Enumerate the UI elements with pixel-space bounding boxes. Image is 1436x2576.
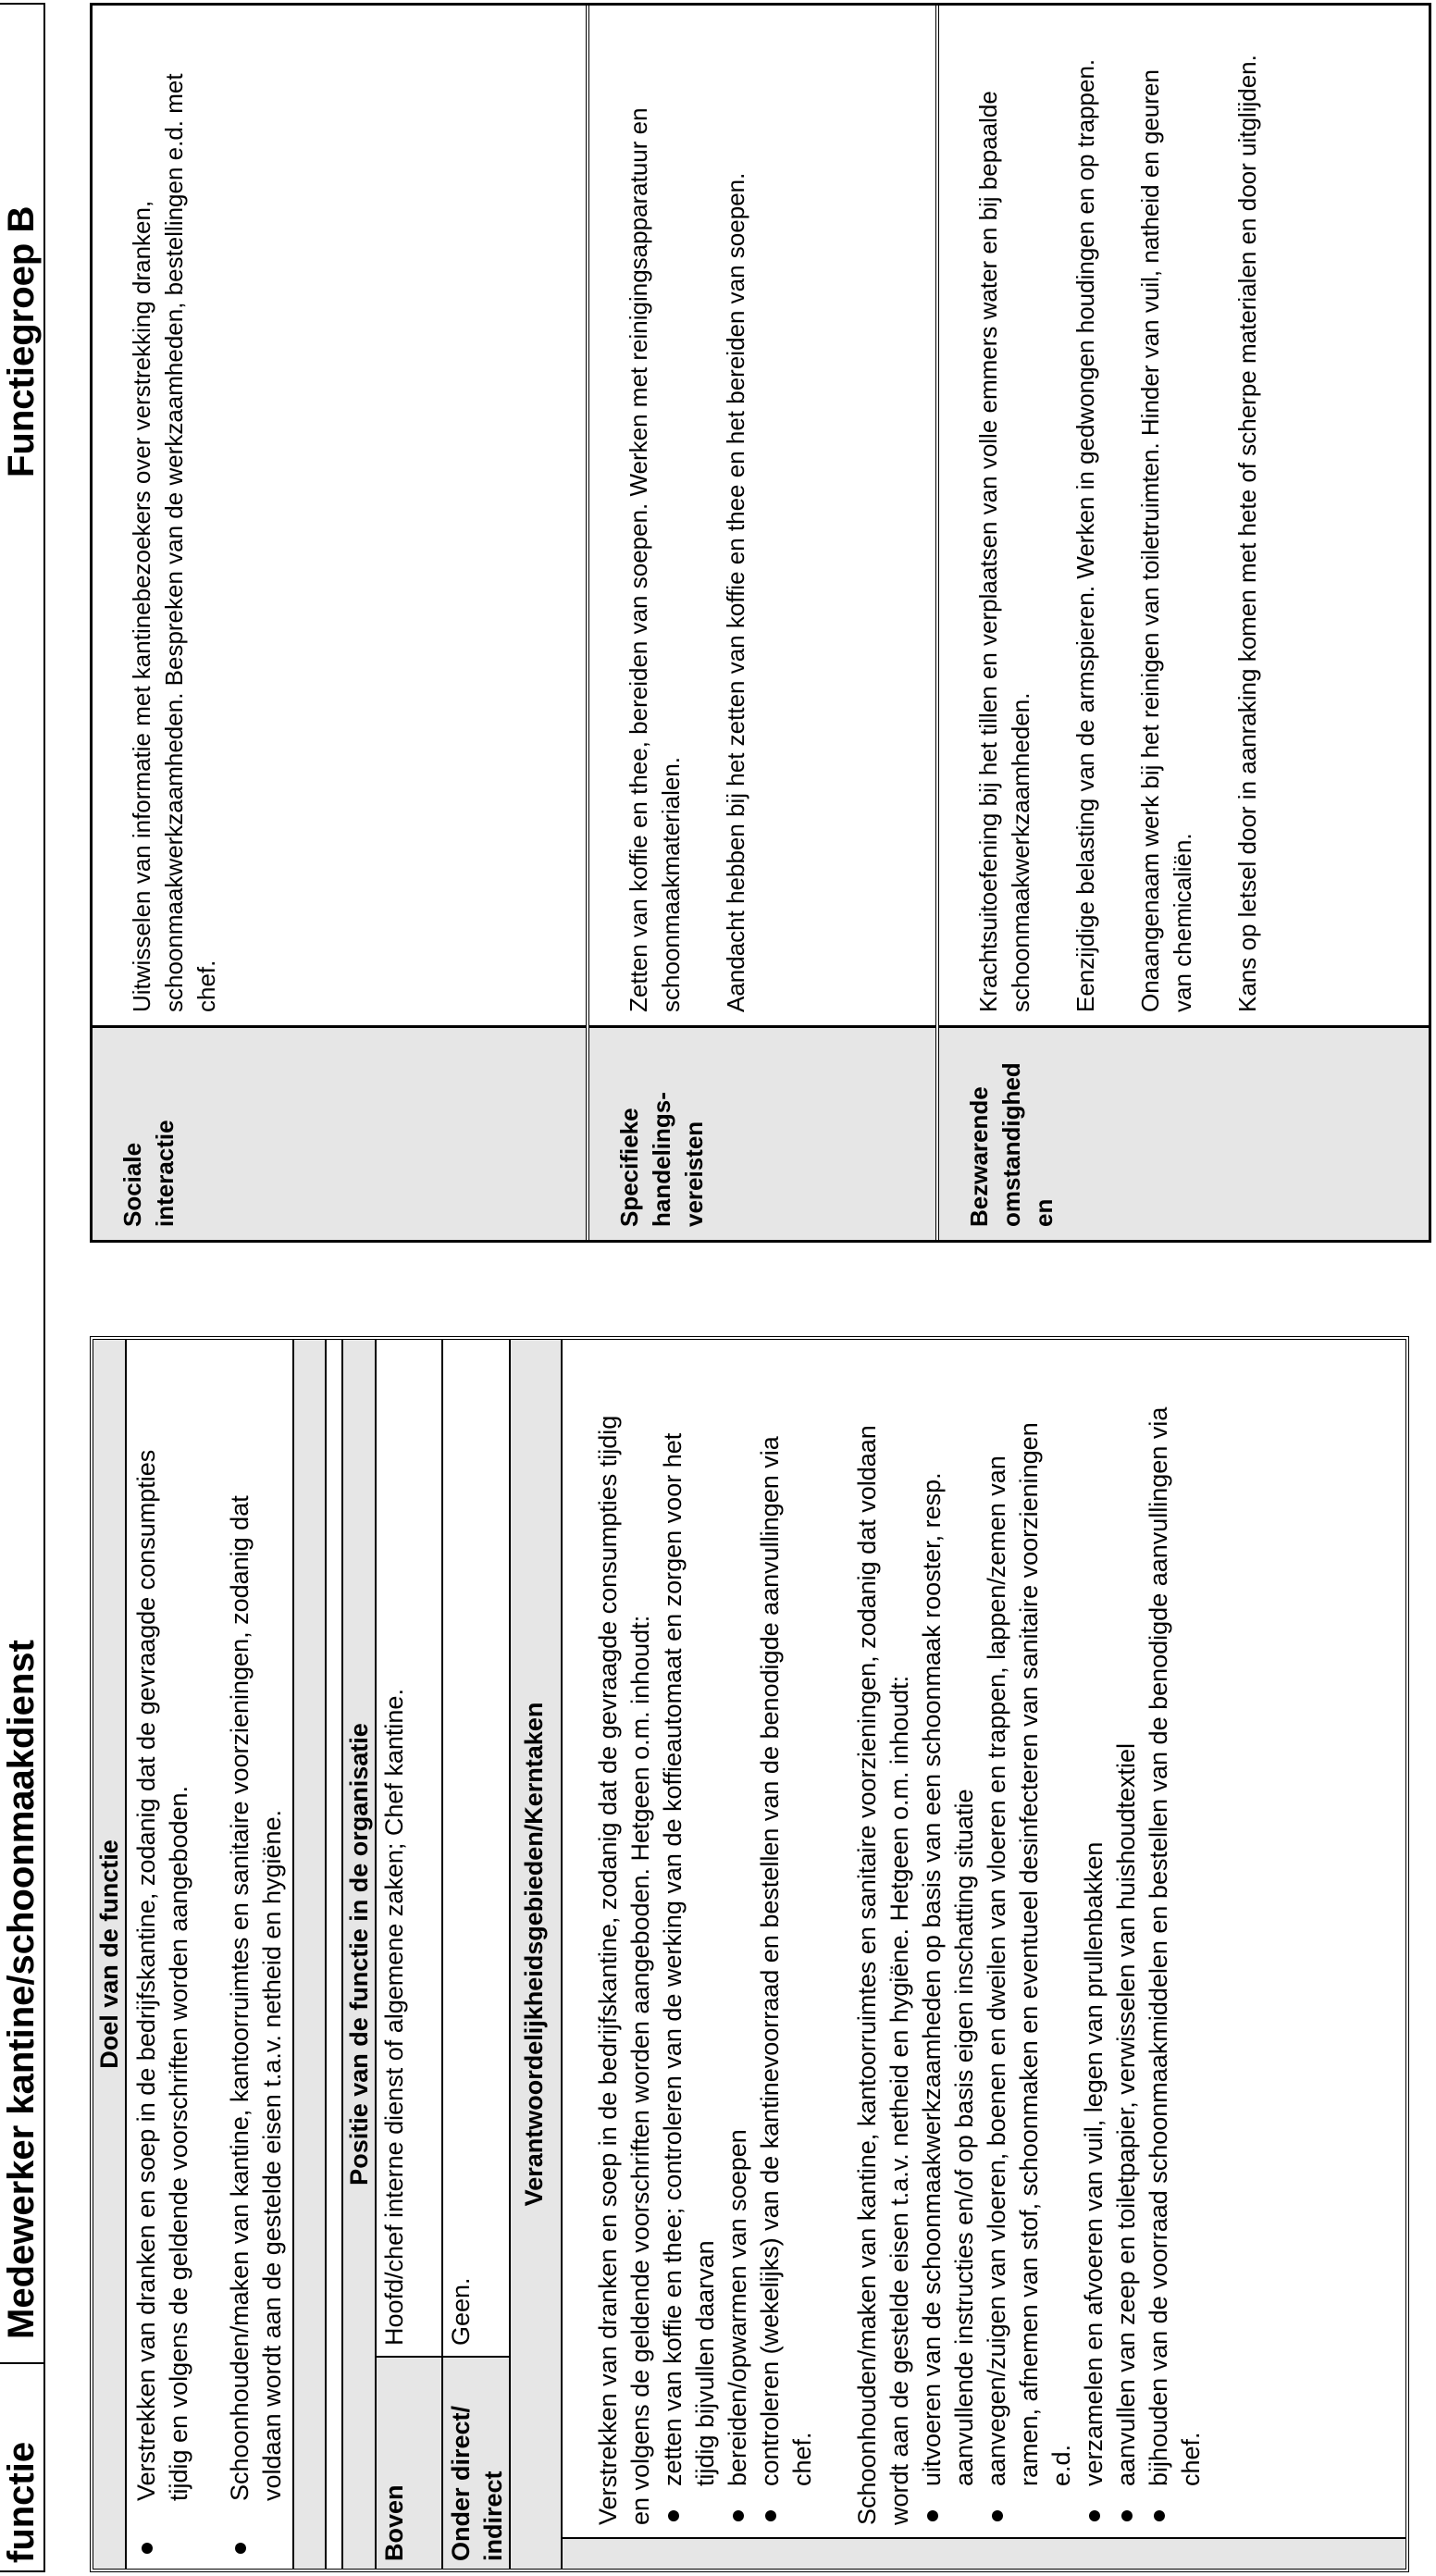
paragraph: Kans op letsel door in aanraking komen met hete of scherpe materialen en door uitglijden.	[1233, 55, 1261, 1012]
list-item-text: verzamelen en afvoeren van vuil, legen van prullenbakken	[1080, 1841, 1108, 2486]
list-item-text: controleren (wekelijks) van de kantinevoorraad en bestellen van de benodigde aanvullingen via chef.	[756, 1436, 816, 2486]
list-item	[224, 1434, 289, 2554]
spacer-row	[294, 1340, 327, 2569]
bullet-icon	[1089, 2510, 1100, 2521]
paragraph: Eenzijdige belasting van de armspieren. Werken in gedwongen houdingen en op trappen.	[1071, 58, 1099, 1012]
row-label	[589, 1025, 935, 1240]
paragraph: Krachtsuitoefening bij het tillen en verplaatsen van volle emmers water en bij bepaalde schoonmaakwerkzaamheden.	[974, 91, 1034, 1012]
bullet-icon	[1121, 2510, 1133, 2521]
row-bezwarende-omstandigheden	[939, 6, 1429, 1240]
list-item	[1078, 1392, 1110, 2525]
row-label-line: Specifieke	[615, 1108, 643, 1227]
list-item	[130, 1434, 195, 2554]
list-item-text: aanvullen van zeep en toiletpapier, verwisselen van huishoudtextiel	[1112, 1742, 1140, 2486]
bullet-icon	[927, 2510, 938, 2521]
row-sociale-interactie	[93, 6, 589, 1240]
spacer-row	[327, 1340, 343, 2569]
paragraph: Uitwisselen van informatie met kantinebezoekers over verstrekking dranken, schoonmaakwerkzaamheden. Bespreken van de werkzaamheden, bestellingen e.d. met chef.	[128, 73, 220, 1012]
bullet-icon	[668, 2510, 679, 2521]
onder-label-line: Onder direct/	[447, 2405, 475, 2561]
row-content	[939, 6, 1429, 1025]
list-item	[981, 1392, 1078, 2525]
bullet-icon	[733, 2510, 744, 2521]
title-bar	[0, 3, 45, 2572]
list-item	[1110, 1392, 1143, 2525]
verantwoordelijkheden-content	[563, 1340, 1405, 2569]
list-item	[657, 1392, 722, 2525]
boven-label: Boven	[377, 2356, 441, 2569]
list-item	[1143, 1392, 1207, 2525]
side-column	[563, 2537, 1405, 2569]
bullet-icon	[1154, 2510, 1165, 2521]
list-item-text: zetten van koffie en thee; controleren van de werking van de koffieautomaat en zorgen voor het tijdig bijvullen daarvan	[659, 1432, 719, 2486]
list-item-text: Schoonhouden/maken van kantine, kantoorruimtes en sanitaire voorzieningen, zodanig dat voldaan wordt aan de gestelde eisen t.a.v. netheid en hygiëne.	[226, 1495, 286, 2501]
kerntaak-list	[916, 1392, 1207, 2525]
onder-label	[443, 2356, 509, 2569]
function-group: Functiegroep B	[1, 205, 42, 477]
row-label-line: vereisten	[680, 1121, 708, 1227]
doel-heading: Doel van de functie	[93, 1340, 127, 2569]
function-label: functie	[0, 2362, 43, 2570]
list-item	[916, 1392, 981, 2525]
onder-value: Geen.	[447, 2277, 475, 2346]
paragraph: Onaangenaam werk bij het reinigen van toiletruimten. Hinder van vuil, natheid en geuren van chemicaliën.	[1136, 69, 1196, 1012]
list-item-text: bijhouden van de voorraad schoonmaakmiddelen en bestellen van de benodigde aanvullingen via chef.	[1145, 1406, 1205, 2486]
bullet-icon	[235, 2543, 246, 2554]
work-conditions-table	[90, 3, 1431, 1243]
bullet-icon	[142, 2543, 153, 2554]
row-label-line: en	[1030, 1198, 1058, 1227]
row-label	[93, 1025, 586, 1240]
positie-row-onder	[443, 1340, 511, 2569]
page-title: Medewerker kantine/schoonmaakdienst	[1, 1640, 42, 2339]
list-item-text: aanvegen/zuigen van vloeren, boenen en dweilen van vloeren en trappen, lappen/zemen van ramen, afnemen van stof, schoonmaken en eventueel desinfecteren van sanitaire voorzieningen e.d.	[983, 1422, 1075, 2486]
function-description-table	[90, 1336, 1409, 2572]
kerntaak-intro: Schoonhouden/maken van kantine, kantoorruimtes en sanitaire voorzieningen, zodanig dat voldaan wordt aan de gestelde eisen t.a.v. netheid en hygiëne. Hetgeen o.m. inhoudt:	[853, 1425, 913, 2525]
bullet-icon	[992, 2510, 1003, 2521]
paragraph: Zetten van koffie en thee, bereiden van soepen. Werken met reinigingsapparatuur en schoonmaakmaterialen.	[625, 107, 685, 1012]
list-item	[722, 1392, 754, 2525]
row-specifieke-handelingsvereisten	[589, 6, 939, 1240]
doel-list	[130, 1434, 289, 2554]
positie-row-boven	[377, 1340, 443, 2569]
paragraph: Aandacht hebben bij het zetten van koffie en thee en het bereiden van soepen.	[722, 172, 749, 1012]
onder-label-line: indirect	[479, 2471, 507, 2561]
boven-value: Hoofd/chef interne dienst of algemene zaken; Chef kantine.	[380, 1689, 408, 2346]
row-label-line: Bezwarende	[965, 1086, 993, 1227]
row-label-line: handelings-	[648, 1092, 675, 1227]
bullet-icon	[765, 2510, 776, 2521]
doel-content	[127, 1340, 294, 2569]
kerntaak-intro: Verstrekken van dranken en soep in de bedrijfskantine, zodanig dat de gevraagde consumpties tijdig en volgens de geldende voorschriften worden aangeboden. Hetgeen o.m. inhoudt:	[594, 1415, 654, 2525]
list-item	[754, 1392, 819, 2525]
list-item-text: bereiden/opwarmen van soepen	[724, 2129, 751, 2486]
row-content	[589, 6, 935, 1025]
row-content	[93, 6, 586, 1025]
kerntaak-list	[657, 1392, 819, 2525]
row-label-line: interactie	[151, 1120, 179, 1227]
row-label-line: Sociale	[118, 1142, 146, 1227]
list-item-text: Verstrekken van dranken en soep in de bedrijfskantine, zodanig dat de gevraagde consumpties tijdig en volgens de geldende voorschriften worden aangeboden.	[132, 1449, 192, 2501]
list-item-text: uitvoeren van de schoonmaakwerkzaamheden op basis van een schoonmaak rooster, resp. aanvullende instructies en/of op basis eigen inschatting situatie	[918, 1472, 978, 2486]
row-label-line: omstandighed	[997, 1062, 1025, 1227]
kerntaken	[592, 1392, 1207, 2525]
row-label	[939, 1025, 1429, 1240]
verantwoordelijkheden-heading: Verantwoordelijkheidsgebieden/Kerntaken	[511, 1340, 563, 2569]
positie-heading: Positie van de functie in de organisatie	[343, 1340, 377, 2569]
